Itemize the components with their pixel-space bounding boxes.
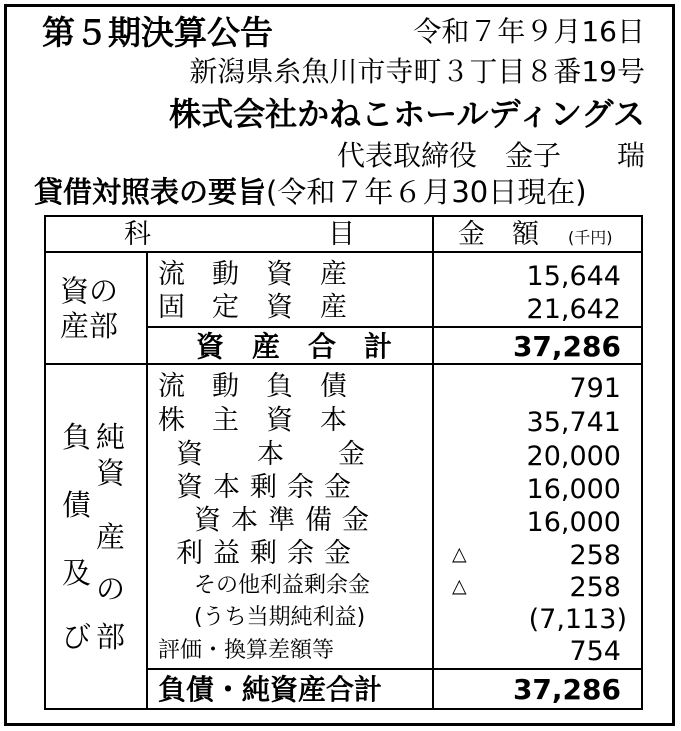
liab-label-b3: 産 bbox=[96, 520, 126, 554]
liab-row-value: (7,113) bbox=[528, 604, 627, 635]
assets-section-divider bbox=[46, 363, 641, 365]
company-name: 株式会社かねこホールディングス bbox=[169, 95, 645, 133]
header-amount: 金 額 bbox=[458, 219, 539, 250]
liab-row-label: 評価・換算差額等 bbox=[158, 638, 335, 663]
balance-sheet-table bbox=[44, 215, 643, 710]
liab-label-b2: 資 bbox=[96, 456, 126, 490]
assets-total-label: 資 産 合 計 bbox=[196, 330, 393, 363]
header-subject-2: 目 bbox=[328, 219, 355, 250]
liab-total-value: 37,286 bbox=[512, 673, 621, 706]
balance-sheet-period: (令和７年６月30日現在) bbox=[266, 175, 587, 209]
liab-label-a1: 負 bbox=[62, 420, 92, 454]
liab-label-b1: 純 bbox=[96, 420, 126, 454]
liab-row-value: 258 bbox=[569, 572, 621, 603]
section-divider bbox=[146, 251, 148, 708]
company-address: 新潟県糸魚川市寺町３丁目８番19号 bbox=[189, 55, 645, 88]
liab-row-label: 資本剰余金 bbox=[176, 472, 361, 503]
negative-mark: △ bbox=[452, 543, 467, 565]
liab-row-label: 利益剰余金 bbox=[176, 538, 361, 569]
liab-row-value: 35,741 bbox=[526, 407, 621, 438]
liab-label-b4: の bbox=[96, 572, 126, 606]
asset-row-value: 21,642 bbox=[526, 294, 621, 325]
header-subject-1: 科 bbox=[124, 219, 151, 250]
liab-row-label: 資本準備金 bbox=[194, 505, 379, 536]
liab-row-value: 754 bbox=[569, 636, 621, 667]
liab-row-label: 流 動 負 債 bbox=[158, 371, 347, 402]
liab-row-label: (うち当期純利益) bbox=[194, 605, 366, 630]
assets-section-label-2: 産部 bbox=[60, 309, 119, 343]
balance-sheet-heading: 貸借対照表の要旨 bbox=[34, 175, 267, 209]
notice-title: 第５期決算公告 bbox=[42, 13, 273, 52]
liab-label-a4: び bbox=[62, 620, 92, 654]
asset-row-label: 流 動 資 産 bbox=[158, 259, 347, 290]
liab-row-value: 791 bbox=[569, 373, 621, 404]
balance-sheet-title bbox=[34, 175, 587, 209]
header-unit: (千円) bbox=[568, 228, 613, 247]
liab-label-a2: 債 bbox=[62, 488, 92, 522]
liab-label-b5: 部 bbox=[96, 620, 126, 654]
liab-total-divider bbox=[146, 668, 641, 670]
notice-date: 令和７年９月16日 bbox=[413, 15, 645, 48]
liab-row-value: 16,000 bbox=[526, 507, 621, 538]
liab-total-label: 負債・純資産合計 bbox=[158, 673, 383, 706]
liab-row-label: 株 主 資 本 bbox=[158, 405, 347, 436]
assets-total-value: 37,286 bbox=[512, 330, 621, 363]
liab-row-value: 16,000 bbox=[526, 474, 621, 505]
amount-divider bbox=[432, 217, 434, 708]
liab-row-label: その他利益剰余金 bbox=[194, 573, 371, 598]
liab-row-value: 20,000 bbox=[526, 441, 621, 472]
assets-section-label-1: 資の bbox=[60, 274, 119, 308]
liab-label-a3: 及 bbox=[62, 556, 92, 590]
asset-row-value: 15,644 bbox=[526, 261, 621, 292]
negative-mark: △ bbox=[452, 575, 467, 597]
assets-total-divider bbox=[146, 326, 641, 328]
liab-row-value: 258 bbox=[569, 540, 621, 571]
representative: 代表取締役 金子 瑞 bbox=[336, 139, 645, 172]
asset-row-label: 固 定 資 産 bbox=[158, 292, 347, 323]
liab-row-label: 資 本 金 bbox=[176, 439, 365, 470]
